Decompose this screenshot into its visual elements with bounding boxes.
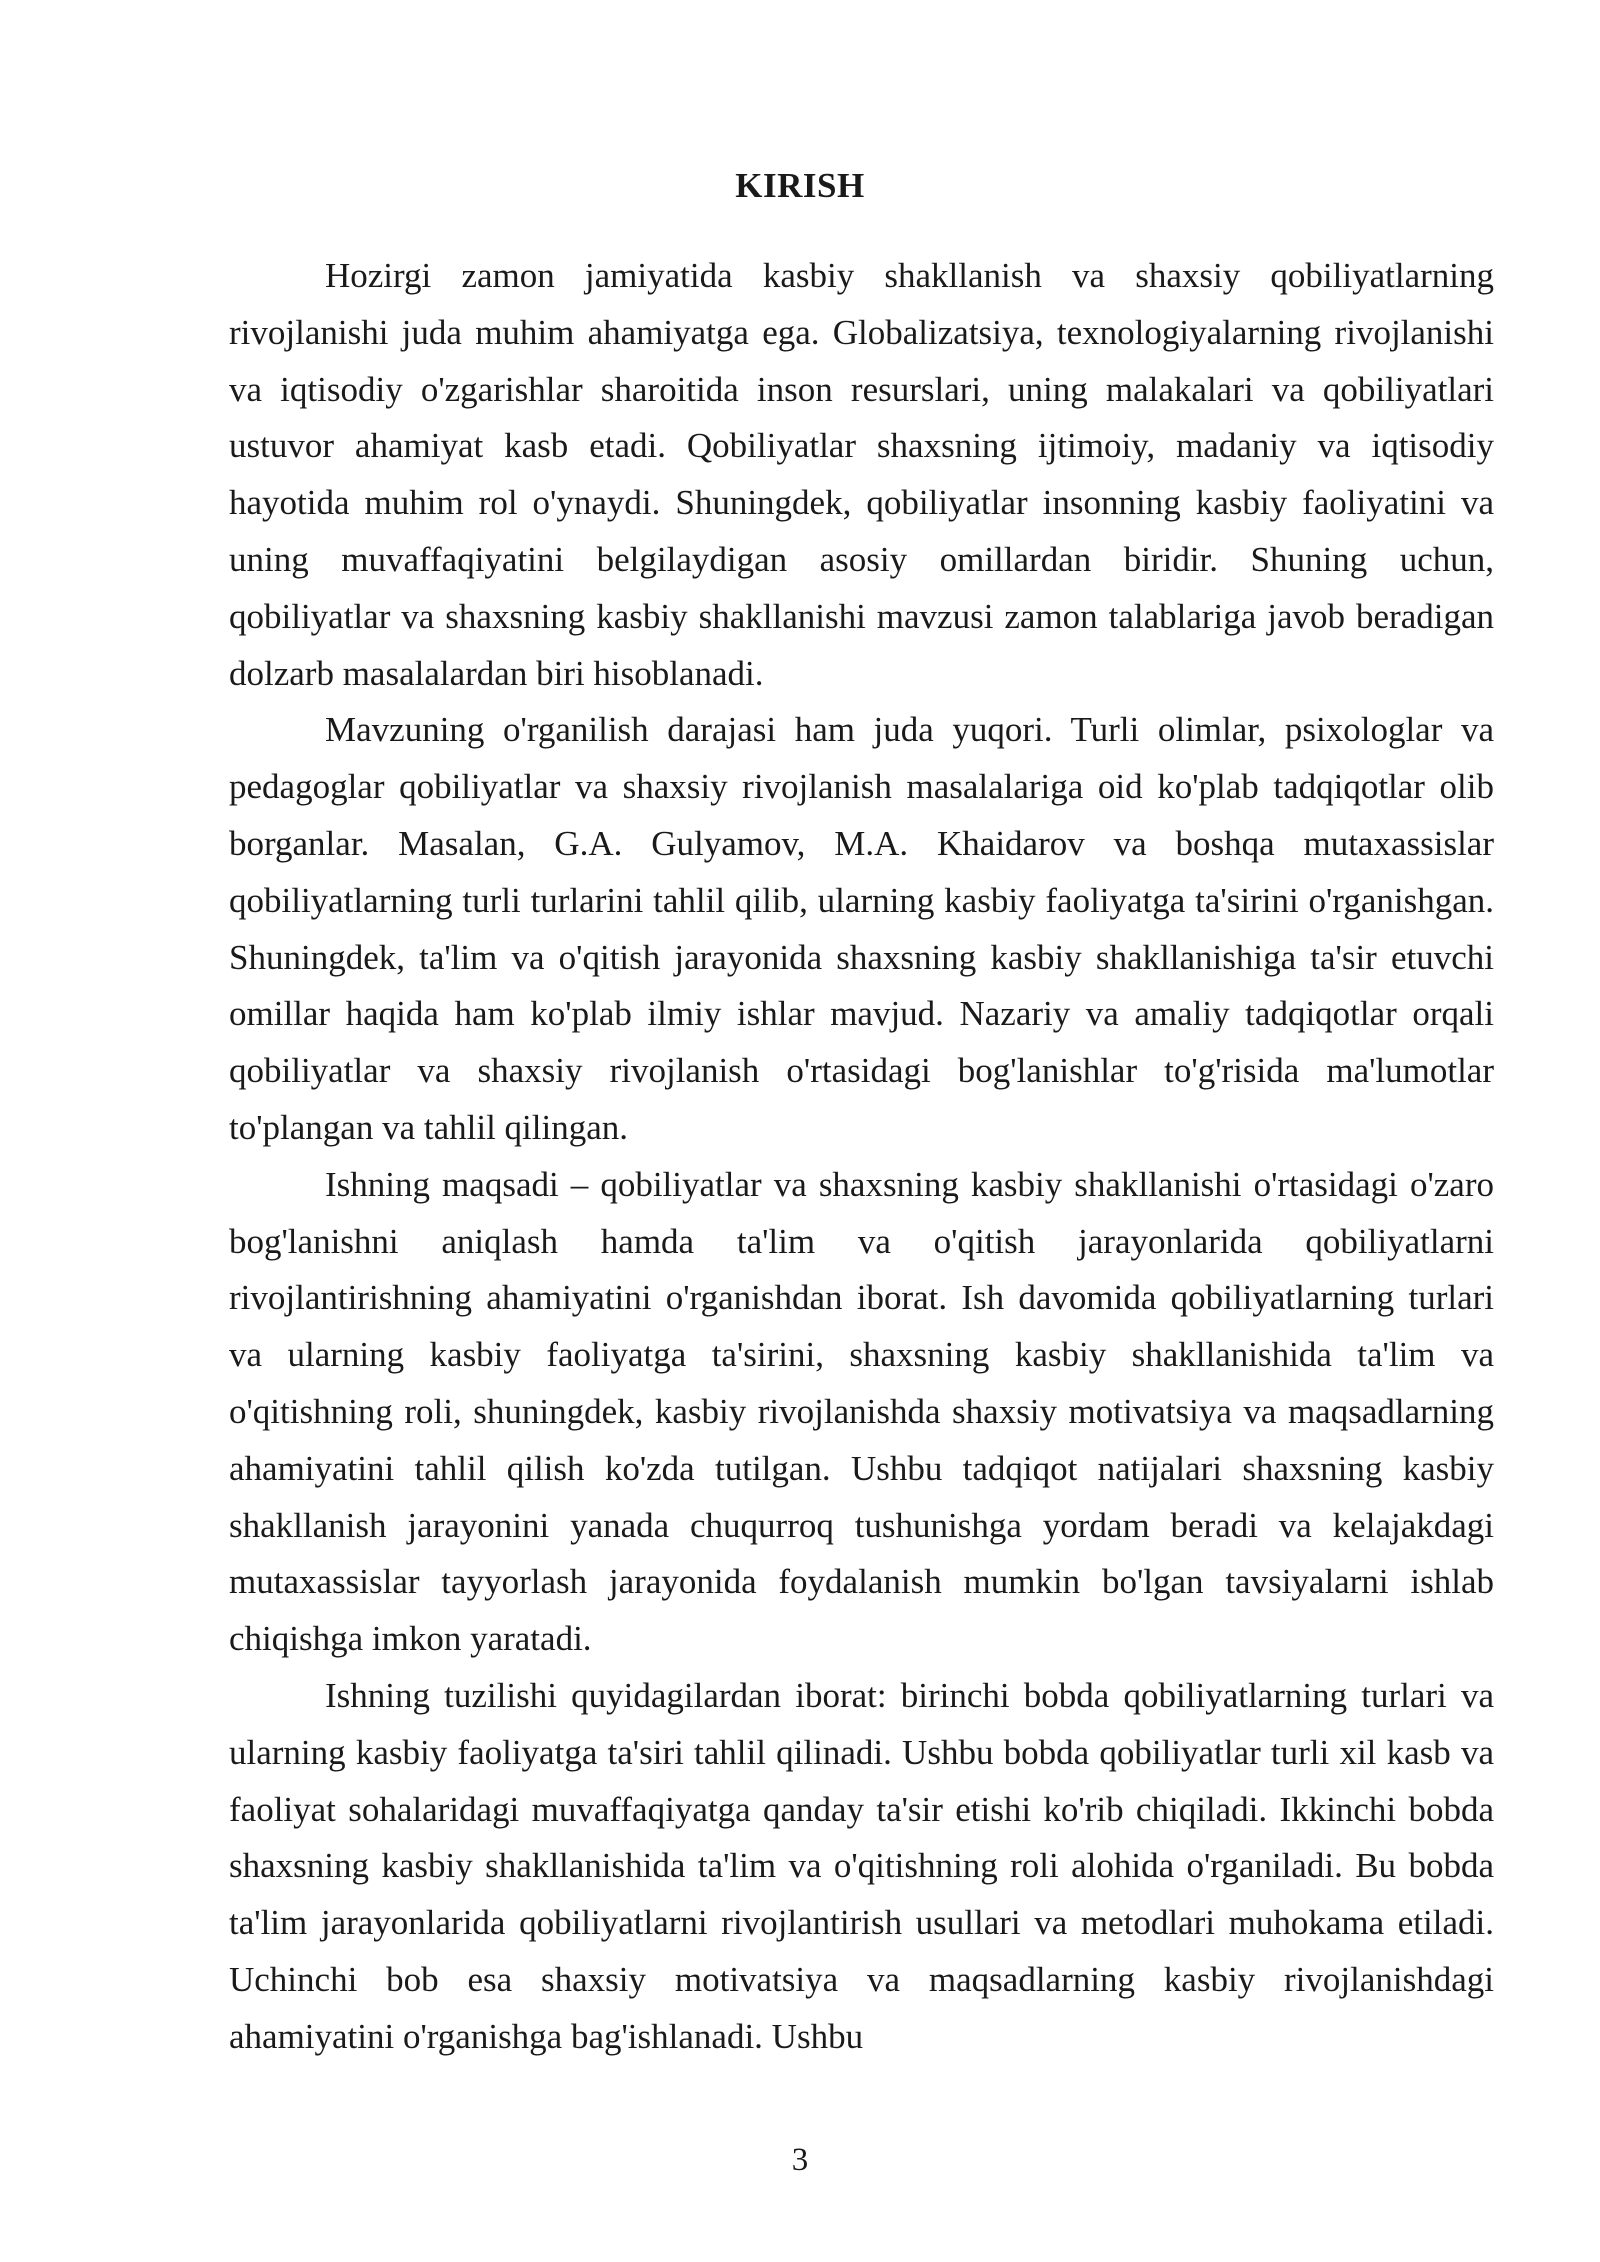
body-text xyxy=(229,248,1494,2066)
page-title: KIRISH xyxy=(735,166,865,205)
paragraph-structure: Ishning tuzilishi quyidagilardan iborat: birinchi bobda qobiliyatlarning turlari va ularning kasbiy faoliyatga ta'siri tahlil qilinadi. Ushbu bobda qobiliyatlar turli xil kasb va faoliyat sohalaridagi muvaffaqiyatga qanday ta'sir etishi ko'rib chiqiladi. Ikkinchi bobda shaxsning kasbiy shakllanishida ta'lim va o'qitishning roli alohida o'rganiladi. Bu bobda ta'lim jarayonlarida qobiliyatlarni rivojlantirish usullari va metodlari muhokama etiladi. Uchinchi bob esa shaxsiy motivatsiya va maqsadlarning kasbiy rivojlanishdagi ahamiyatini o'rganishga bag'ishlanadi. Ushbu xyxy=(229,1675,1494,2056)
paragraph-research-level: Mavzuning o'rganilish darajasi ham juda yuqori. Turli olimlar, psixologlar va pedagoglar qobiliyatlar va shaxsiy rivojlanish masalalariga oid ko'plab tadqiqotlar olib borganlar. Masalan, G.A. Gulyamov, M.A. Khaidarov va boshqa mutaxassislar qobiliyatlarning turli turlarini tahlil qilib, ularning kasbiy faoliyatga ta'sirini o'rganishgan. Shuningdek, ta'lim va o'qitish jarayonida shaxsning kasbiy shakllanishiga ta'sir etuvchi omillar haqida ham ko'plab ilmiy ishlar mavjud. Nazariy va amaliy tadqiqotlar orqali qobiliyatlar va shaxsiy rivojlanish o'rtasidagi bog'lanishlar to'g'risida ma'lumotlar to'plangan va tahlil qilingan. xyxy=(229,710,1494,1147)
paragraph-introduction: Hozirgi zamon jamiyatida kasbiy shakllanish va shaxsiy qobiliyatlarning rivojlanishi juda muhim ahamiyatga ega. Globalizatsiya, texnologiyalarning rivojlanishi va iqtisodiy o'zgarishlar sharoitida inson resurslari, uning malakalari va qobiliyatlari ustuvor ahamiyat kasb etadi. Qobiliyatlar shaxsning ijtimoiy, madaniy va iqtisodiy hayotida muhim rol o'ynaydi. Shuningdek, qobiliyatlar insonning kasbiy faoliyatini va uning muvaffaqiyatini belgilaydigan asosiy omillardan biridir. Shuning uchun, qobiliyatlar va shaxsning kasbiy shakllanishi mavzusi zamon talablariga javob beradigan dolzarb masalalardan biri hisoblanadi. xyxy=(229,256,1494,693)
page-number: 3 xyxy=(791,2142,809,2178)
paragraph-goal: Ishning maqsadi – qobiliyatlar va shaxsning kasbiy shakllanishi o'rtasidagi o'zaro bog'lanishni aniqlash hamda ta'lim va o'qitish jarayonlarida qobiliyatlarni rivojlantirishning ahamiyatini o'rganishdan iborat. Ish davomida qobiliyatlarning turlari va ularning kasbiy faoliyatga ta'sirini, shaxsning kasbiy shakllanishida ta'lim va o'qitishning roli, shuningdek, kasbiy rivojlanishda shaxsiy motivatsiya va maqsadlarning ahamiyatini tahlil qilish ko'zda tutilgan. Ushbu tadqiqot natijalari shaxsning kasbiy shakllanish jarayonini yanada chuqurroq tushunishga yordam beradi va kelajakdagi mutaxassislar tayyorlash jarayonida foydalanish mumkin bo'lgan tavsiyalarni ishlab chiqishga imkon yaratadi. xyxy=(229,1164,1494,1659)
